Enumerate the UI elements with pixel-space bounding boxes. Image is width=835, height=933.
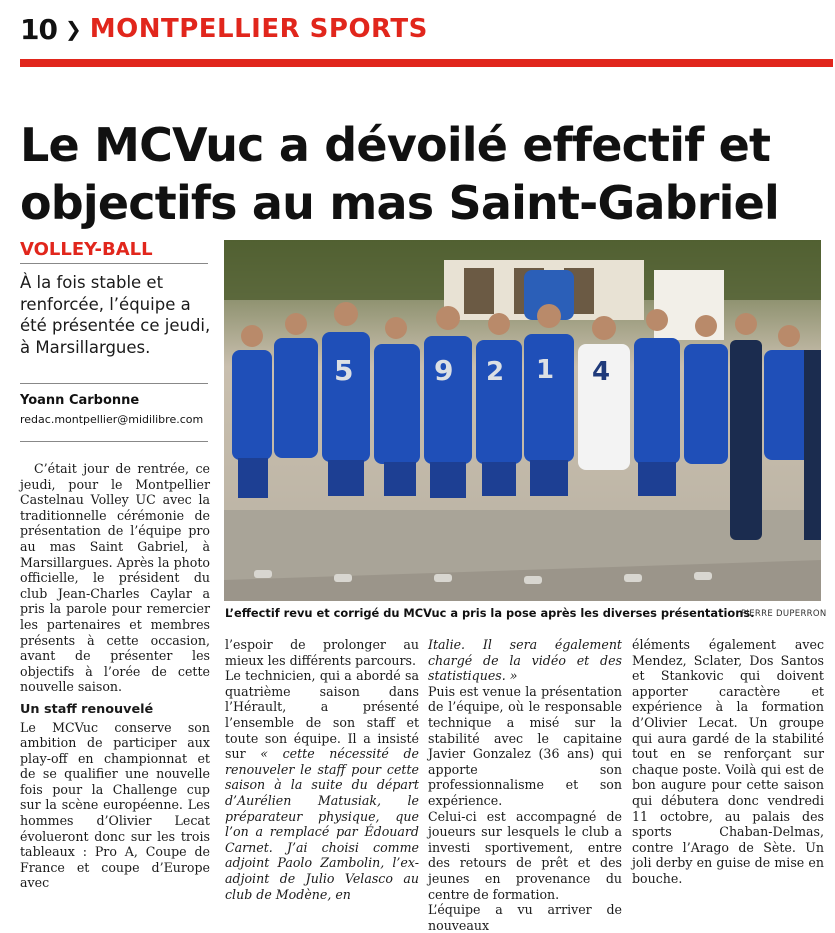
photo-credit: PIERRE DUPERRON (741, 609, 827, 619)
section-title: MONTPELLIER SPORTS (89, 14, 428, 44)
lead-paragraph: À la fois stable et renforcée, l’équipe a été présentée ce jeudi, à Marsillargues. (20, 273, 211, 357)
quote-text: « cette nécessité de renouveler le staff pour cette saison à la suite du départ d’Aurélien Matusiak, le préparateur physique, que l’on a remplacé par Édouard Carnet. J’ai choisi comme adjoint Paolo Zambolin, l’ex-adjoint de Julio Velasco au club de Modène, en (225, 746, 419, 902)
body-paragraph: l’espoir de prolonger au mieux les différents parcours. (225, 637, 419, 668)
quote-text: Italie. Il sera également chargé de la vidéo et des statistiques. » (428, 637, 622, 684)
body-paragraph (225, 668, 419, 902)
team-photo (224, 240, 821, 601)
team-photo-illustration (224, 240, 821, 601)
svg-text:1: 1 (536, 355, 555, 385)
body-paragraph: Celui-ci est accompagné de joueurs sur lesquels le club a investi sportivement, entre des retours de prêt et des jeunes en provenance du centre de formation. (428, 808, 622, 902)
author-name: Yoann Carbonne (20, 393, 140, 408)
body-paragraph: éléments également avec Mendez, Sclater, Dos Santos et Stankovic qui doivent apporter caractère et expérience à la formation d’Olivier Lecat. Un groupe qui aura gardé de la stabilité tout en se renforçant sur chaque poste. Voilà qui est de bon augure pour cette saison qui débutera donc vendredi 11 octobre, au palais des sports Chaban-Delmas, contre l’Arago de Sète. Un joli derby en guise de mise en bouche. (632, 637, 824, 886)
kicker-divider (20, 263, 208, 264)
headline-line-2: objectifs au mas Saint-Gabriel (20, 176, 780, 230)
svg-text:9: 9 (434, 354, 454, 387)
kicker: VOLLEY-BALL (20, 239, 153, 260)
body-paragraph: L’équipe a vu arriver de nouveaux (428, 902, 622, 933)
body-paragraph: Puis est venue la présentation de l’équipe, où le responsable technique a misé sur la stabilité avec le capitaine Javier Gonzalez (36 ans) qui apporte son professionnalisme et son expérience. (428, 683, 622, 808)
author-divider-top (20, 383, 208, 384)
header-rule (20, 59, 833, 67)
article-column-2 (225, 637, 419, 902)
article-column-3 (428, 637, 622, 933)
headline (20, 116, 820, 232)
svg-text:5: 5 (334, 354, 354, 387)
svg-text:2: 2 (486, 357, 505, 387)
body-paragraph: Le MCVuc conserve son ambition de participer aux play-off en championnat et de se qualifier une nouvelle fois pour la Challenge cup sur la scène européenne. Les hommes d’Olivier Lecat évolueront donc sur les trois tableaux : Pro A, Coupe de France et coupe d’Europe avec (20, 719, 210, 891)
body-paragraph (428, 637, 622, 684)
page-number: 10 (20, 12, 57, 46)
subheading: Un staff renouvelé (20, 701, 154, 717)
page-header (20, 12, 428, 46)
headline-line-1: Le MCVuc a dévoilé effectif et (20, 118, 771, 172)
svg-text:4: 4 (592, 357, 611, 387)
author-email: redac.montpellier@midilibre.com (20, 413, 204, 426)
article-column-1 (20, 461, 210, 891)
body-text: Le technicien, qui a abordé sa quatrième saison dans l’Hérault, a présenté l’ensemble de son staff et toute son équipe. Il a insisté sur (225, 668, 419, 762)
article-column-4 (632, 637, 824, 887)
photo-caption: L’effectif revu et corrigé du MCVuc a pris la pose après les diverses présentations. (225, 606, 755, 620)
author-divider-bottom (20, 441, 208, 442)
body-paragraph: C’était jour de rentrée, ce jeudi, pour le Montpellier Castelnau Volley UC avec la traditionnelle cérémonie de présentation de l’équipe pro au mas Saint Gabriel, à Marsillargues. Après la photo officielle, le président du club Jean-Charles Caylar a pris la parole pour remercier les partenaires et membres présents à cette occasion, avant de présenter les objectifs à l’orée de cette nouvelle saison. (20, 461, 210, 695)
chevron-right-icon: ❯ (64, 17, 82, 41)
